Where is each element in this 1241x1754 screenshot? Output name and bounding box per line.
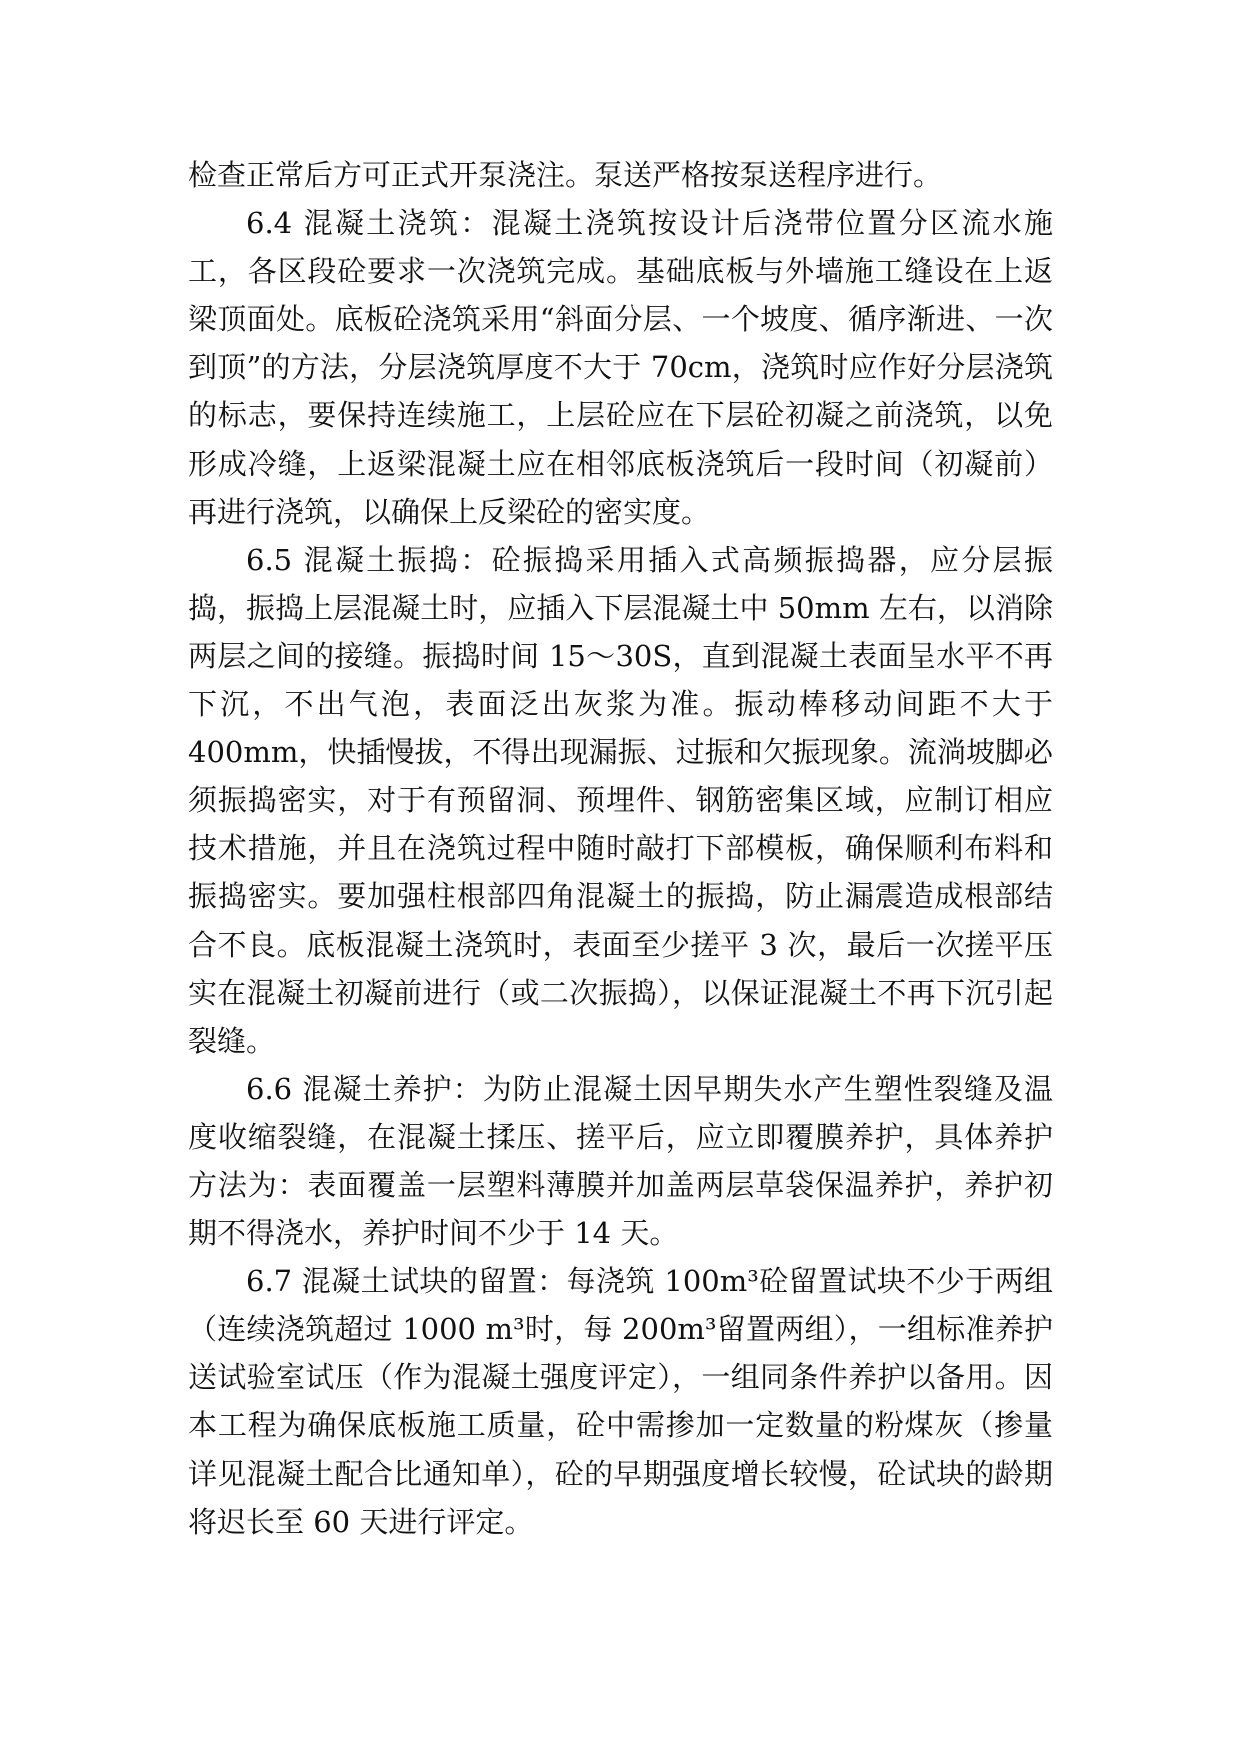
paragraph-text: 6.7 混凝土试块的留置：每浇筑 100m³砼留置试块不少于两组（连续浇筑超过 1000 m³时，每 200m³留置两组），一组标准养护送试验室试压（作为混凝土强度评定），一组同条件养护以备用。因本工程为确保底板施工质量，砼中需掺加一定数量的粉煤灰（掺量详见混凝土配合比通知单），砼的早期强度增长较慢，砼试块的龄期将迟长至 60 天进行评定。 (188, 1264, 1053, 1539)
paragraph-text: 检查正常后方可正式开泵浇注。泵送严格按泵送程序进行。 (188, 158, 943, 192)
paragraph-6-5-concrete-vibration (188, 536, 1053, 1065)
paragraph-text: 6.5 混凝土振捣：砼振捣采用插入式高频振捣器，应分层振捣，振捣上层混凝土时，应插入下层混凝土中 50mm 左右，以消除两层之间的接缝。振捣时间 15～30S，直到混凝土表面呈水平不再下沉，不出气泡，表面泛出灰浆为准。振动棒移动间距不大于 400mm，快插慢拔，不得出现漏振、过振和欠振现象。流淌坡脚必须振捣密实，对于有预留洞、预埋件、钢筋密集区域，应制订相应技术措施，并且在浇筑过程中随时敲打下部模板，确保顺利布料和振捣密实。要加强柱根部四角混凝土的振捣，防止漏震造成根部结合不良。底板混凝土浇筑时，表面至少搓平 3 次，最后一次搓平压实在混凝土初凝前进行（或二次振捣），以保证混凝土不再下沉引起裂缝。 (188, 542, 1053, 1058)
paragraph-6-7-test-specimens (188, 1257, 1053, 1546)
paragraph-text: 6.6 混凝土养护：为防止混凝土因早期失水产生塑性裂缝及温度收缩裂缝，在混凝土揉压、搓平后，应立即覆膜养护，具体养护方法为：表面覆盖一层塑料薄膜并加盖两层草袋保温养护，养护初期不得浇水，养护时间不少于 14 天。 (188, 1071, 1053, 1251)
document-body (188, 151, 1053, 1546)
paragraph-continuation (188, 151, 1053, 199)
paragraph-text: 6.4 混凝土浇筑：混凝土浇筑按设计后浇带位置分区流水施工，各区段砼要求一次浇筑完成。基础底板与外墙施工缝设在上返梁顶面处。底板砼浇筑采用“斜面分层、一个坡度、循序渐进、一次到顶”的方法，分层浇筑厚度不大于 70cm，浇筑时应作好分层浇筑的标志，要保持连续施工，上层砼应在下层砼初凝之前浇筑，以免形成冷缝，上返梁混凝土应在相邻底板浇筑后一段时间（初凝前）再进行浇筑，以确保上反梁砼的密实度。 (188, 206, 1053, 529)
paragraph-6-4-concrete-pouring (188, 199, 1053, 536)
paragraph-6-6-concrete-curing (188, 1065, 1053, 1257)
